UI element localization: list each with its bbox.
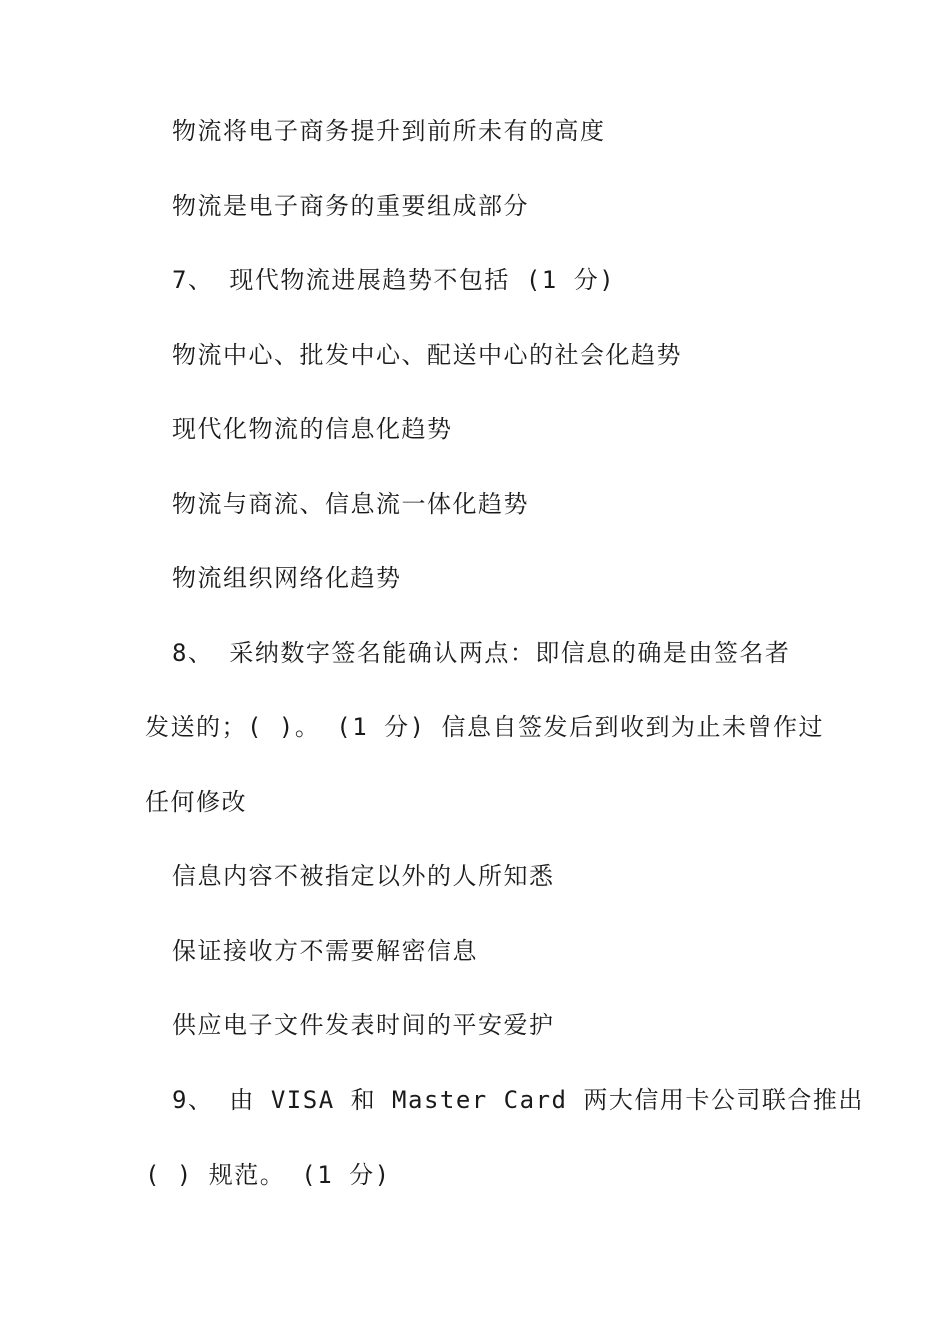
option-line: 物流将电子商务提升到前所未有的高度 — [172, 117, 606, 145]
option-line: 物流与商流、信息流一体化趋势 — [172, 490, 529, 518]
option-line: 物流组织网络化趋势 — [172, 564, 402, 592]
question-9-continuation: ( ) 规范。 (1 分) — [145, 1161, 391, 1189]
option-line: 信息内容不被指定以外的人所知悉 — [172, 862, 555, 890]
question-8-continuation: 任何修改 — [145, 788, 247, 816]
option-line: 保证接收方不需要解密信息 — [172, 937, 478, 965]
question-7: 7、 现代物流进展趋势不包括 (1 分) — [172, 266, 616, 294]
option-line: 现代化物流的信息化趋势 — [172, 415, 453, 443]
question-9: 9、 由 VISA 和 Master Card 两大信用卡公司联合推出 — [172, 1086, 864, 1114]
option-line: 物流是电子商务的重要组成部分 — [172, 192, 529, 220]
option-line: 供应电子文件发表时间的平安爱护 — [172, 1011, 555, 1039]
question-8-continuation: 发送的；( )。 (1 分) 信息自签发后到收到为止未曾作过 — [145, 713, 825, 741]
option-line: 物流中心、批发中心、配送中心的社会化趋势 — [172, 341, 682, 369]
question-8: 8、 采纳数字签名能确认两点：即信息的确是由签名者 — [172, 639, 791, 667]
